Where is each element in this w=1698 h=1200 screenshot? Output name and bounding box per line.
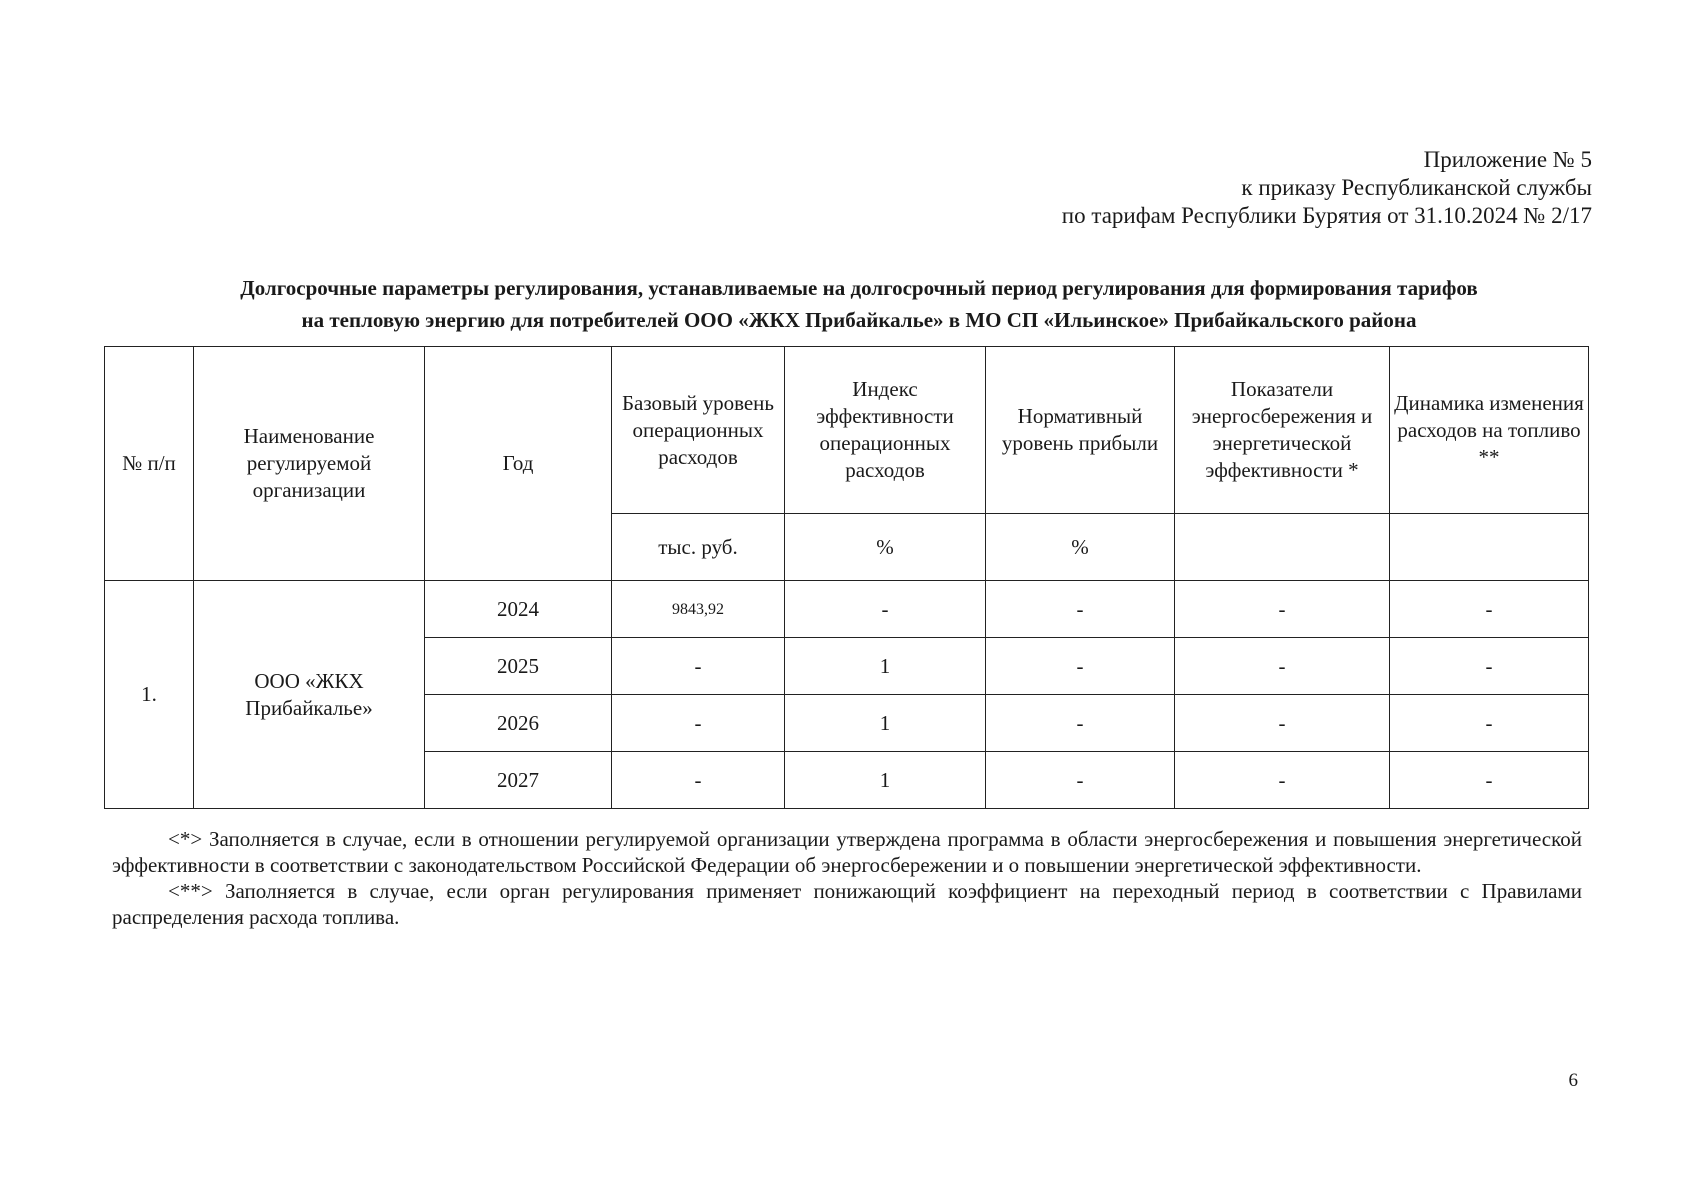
org-name: ООО «ЖКХ Прибайкалье»: [194, 581, 425, 809]
energy-saving-cell: -: [1175, 695, 1390, 752]
appendix-line-1: Приложение № 5: [1423, 147, 1592, 172]
efficiency-index-cell: 1: [785, 752, 986, 809]
footnote-2: <**> Заполняется в случае, если орган регулирования применяет понижающий коэффициент на переходный период в соответствии с Правилами распределения расхода топлива.: [112, 879, 1582, 929]
unit-base-opex: тыс. руб.: [612, 514, 785, 581]
unit-profit-level: %: [986, 514, 1175, 581]
efficiency-index-cell: 1: [785, 695, 986, 752]
energy-saving-cell: -: [1175, 581, 1390, 638]
title-line-1: Долгосрочные параметры регулирования, устанавливаемые на долгосрочный период регулирования для формирования тарифов: [240, 276, 1478, 300]
page-number: 6: [1568, 1070, 1578, 1091]
header-org: Наименование регулируемой организации: [194, 347, 425, 581]
header-fuel-dynamics: Динамика изменения расходов на топливо **: [1390, 347, 1589, 514]
unit-efficiency-index: %: [785, 514, 986, 581]
fuel-dynamics-cell: -: [1390, 752, 1589, 809]
profit-level-cell: -: [986, 638, 1175, 695]
appendix-header: [1062, 146, 1592, 230]
profit-level-cell: -: [986, 752, 1175, 809]
unit-fuel-dynamics: [1390, 514, 1589, 581]
energy-saving-cell: -: [1175, 638, 1390, 695]
footnote-1: <*> Заполняется в случае, если в отношении регулируемой организации утверждена программа в области энергосбережения и повышения энергетической эффективности в соответствии с законодательством Российской Федерации об энергосбережении и о повышении энергетической эффективности.: [112, 827, 1582, 877]
table-row: [105, 581, 1589, 638]
header-row: [105, 347, 1589, 514]
appendix-line-3: по тарифам Республики Бурятия от 31.10.2024 № 2/17: [1061, 203, 1592, 228]
efficiency-index-cell: -: [785, 581, 986, 638]
row-number: 1.: [105, 581, 194, 809]
year-cell: 2024: [425, 581, 612, 638]
year-cell: 2025: [425, 638, 612, 695]
efficiency-index-cell: 1: [785, 638, 986, 695]
header-base-opex: Базовый уровень операционных расходов: [612, 347, 785, 514]
footnotes: [112, 826, 1582, 930]
base-opex-cell: -: [612, 695, 785, 752]
energy-saving-cell: -: [1175, 752, 1390, 809]
base-opex-cell: -: [612, 752, 785, 809]
unit-energy-saving: [1175, 514, 1390, 581]
header-profit-level: Нормативный уровень прибыли: [986, 347, 1175, 514]
base-opex-cell: 9843,92: [612, 581, 785, 638]
appendix-line-2: к приказу Республиканской службы: [1241, 175, 1592, 200]
header-energy-saving: Показатели энергосбережения и энергетической эффективности *: [1175, 347, 1390, 514]
year-cell: 2026: [425, 695, 612, 752]
header-num: № п/п: [105, 347, 194, 581]
fuel-dynamics-cell: -: [1390, 695, 1589, 752]
fuel-dynamics-cell: -: [1390, 638, 1589, 695]
base-opex-cell: -: [612, 638, 785, 695]
fuel-dynamics-cell: -: [1390, 581, 1589, 638]
profit-level-cell: -: [986, 695, 1175, 752]
document-title: [120, 272, 1598, 336]
year-cell: 2027: [425, 752, 612, 809]
parameters-table: [104, 346, 1589, 809]
title-line-2: на тепловую энергию для потребителей ООО «ЖКХ Прибайкалье» в МО СП «Ильинское» Прибайкальского района: [301, 308, 1417, 332]
header-efficiency-index: Индекс эффективности операционных расходов: [785, 347, 986, 514]
profit-level-cell: -: [986, 581, 1175, 638]
header-year: Год: [425, 347, 612, 581]
